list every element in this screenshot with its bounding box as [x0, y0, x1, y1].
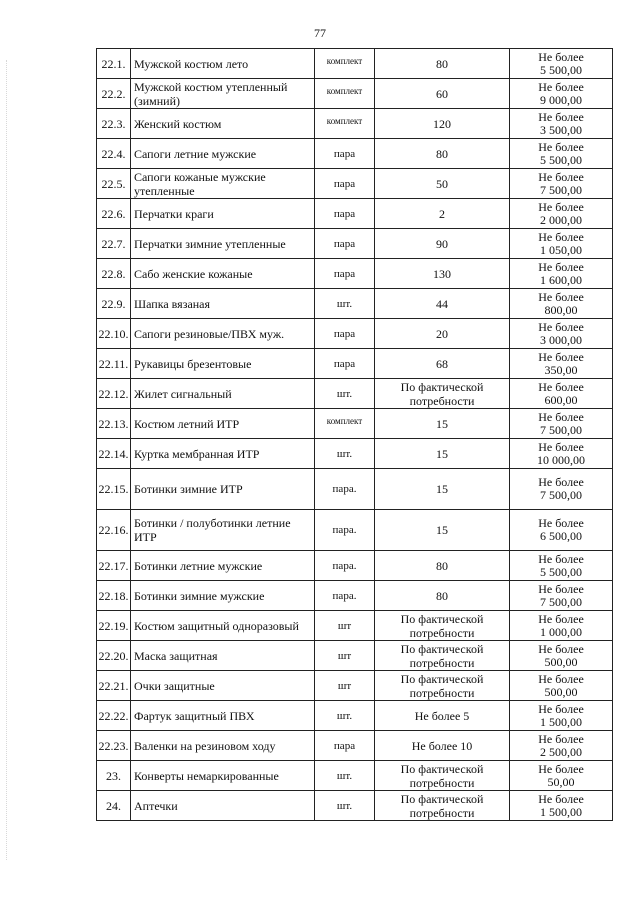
- price-prefix: Не более: [538, 139, 584, 154]
- table-row: [97, 319, 613, 349]
- item-number: 22.23.: [97, 731, 131, 761]
- price-value: 5 500,00: [540, 564, 582, 579]
- item-number: 22.13.: [97, 409, 131, 439]
- item-price: [510, 409, 613, 439]
- item-number: 22.5.: [97, 169, 131, 199]
- item-number: 22.16.: [97, 510, 131, 551]
- table-row: [97, 731, 613, 761]
- item-price: [510, 469, 613, 510]
- table-row: [97, 169, 613, 199]
- item-number: 22.21.: [97, 671, 131, 701]
- price-prefix: Не более: [538, 475, 584, 489]
- item-number: 22.10.: [97, 319, 131, 349]
- price-value: 1 500,00: [540, 714, 582, 729]
- table-row: [97, 510, 613, 551]
- item-price: [510, 379, 613, 409]
- item-quantity: Не более 5: [375, 701, 510, 731]
- price-value: 1 500,00: [540, 804, 582, 819]
- price-value: 7 500,00: [540, 422, 582, 437]
- item-unit: пара: [315, 229, 375, 259]
- price-value: 350,00: [544, 362, 578, 377]
- item-quantity: 20: [375, 319, 510, 349]
- item-quantity: По фактической потребности: [375, 791, 510, 821]
- item-unit: пара.: [315, 551, 375, 581]
- item-price: [510, 259, 613, 289]
- price-prefix: Не более: [538, 761, 584, 776]
- item-quantity: 80: [375, 581, 510, 611]
- table-row: [97, 671, 613, 701]
- table-row: [97, 761, 613, 791]
- price-value: 3 500,00: [540, 122, 582, 137]
- table-row: [97, 349, 613, 379]
- item-name: Сабо женские кожаные: [131, 259, 315, 289]
- item-unit: шт.: [315, 761, 375, 791]
- price-value: 3 000,00: [540, 332, 582, 347]
- item-name: Сапоги летние мужские: [131, 139, 315, 169]
- table-row: [97, 379, 613, 409]
- table-row: [97, 791, 613, 821]
- item-number: 22.15.: [97, 469, 131, 510]
- item-price: [510, 199, 613, 229]
- item-price: [510, 701, 613, 731]
- item-price: [510, 671, 613, 701]
- item-quantity: 68: [375, 349, 510, 379]
- item-quantity: 2: [375, 199, 510, 229]
- item-quantity: 15: [375, 469, 510, 510]
- item-name: Аптечки: [131, 791, 315, 821]
- item-price: [510, 551, 613, 581]
- item-unit: шт.: [315, 379, 375, 409]
- price-prefix: Не более: [538, 611, 584, 626]
- item-quantity: 44: [375, 289, 510, 319]
- price-prefix: Не более: [538, 731, 584, 746]
- item-quantity: 15: [375, 510, 510, 551]
- price-prefix: Не более: [538, 229, 584, 244]
- item-name: Очки защитные: [131, 671, 315, 701]
- price-prefix: Не более: [538, 379, 584, 394]
- item-name: Перчатки краги: [131, 199, 315, 229]
- item-quantity: 15: [375, 409, 510, 439]
- item-name: Ботинки / полуботинки летние ИТР: [131, 510, 315, 551]
- item-price: [510, 349, 613, 379]
- price-value: 600,00: [544, 392, 578, 407]
- item-name: Сапоги резиновые/ПВХ муж.: [131, 319, 315, 349]
- price-value: 2 000,00: [540, 212, 582, 227]
- item-quantity: 60: [375, 79, 510, 109]
- table-row: [97, 409, 613, 439]
- item-number: 22.17.: [97, 551, 131, 581]
- item-price: [510, 229, 613, 259]
- item-price: [510, 109, 613, 139]
- table-row: [97, 139, 613, 169]
- table-row: [97, 581, 613, 611]
- table-row: [97, 199, 613, 229]
- item-unit: пара: [315, 199, 375, 229]
- item-number: 22.22.: [97, 701, 131, 731]
- item-quantity: 80: [375, 139, 510, 169]
- items-table: [96, 48, 613, 821]
- item-number: 22.6.: [97, 199, 131, 229]
- table-row: [97, 611, 613, 641]
- item-quantity: 120: [375, 109, 510, 139]
- item-unit: пара.: [315, 581, 375, 611]
- item-number: 22.1.: [97, 49, 131, 79]
- price-prefix: Не более: [538, 701, 584, 716]
- price-prefix: Не более: [538, 289, 584, 304]
- item-name: Сапоги кожаные мужские утепленные: [131, 169, 315, 199]
- table-row: [97, 229, 613, 259]
- item-quantity: 80: [375, 551, 510, 581]
- item-name: Ботинки летние мужские: [131, 551, 315, 581]
- item-name: Костюм летний ИТР: [131, 409, 315, 439]
- item-number: 22.7.: [97, 229, 131, 259]
- price-value: 5 500,00: [540, 152, 582, 167]
- table-row: [97, 49, 613, 79]
- item-number: 22.18.: [97, 581, 131, 611]
- price-value: 1 000,00: [540, 624, 582, 639]
- item-price: [510, 289, 613, 319]
- item-unit: шт: [315, 611, 375, 641]
- table-row: [97, 701, 613, 731]
- item-unit: пара: [315, 731, 375, 761]
- item-name: Маска защитная: [131, 641, 315, 671]
- item-name: Мужской костюм лето: [131, 49, 315, 79]
- item-name: Женский костюм: [131, 109, 315, 139]
- item-number: 22.20.: [97, 641, 131, 671]
- scan-edge-marks: [6, 60, 8, 860]
- price-prefix: Не более: [538, 199, 584, 214]
- item-quantity: 130: [375, 259, 510, 289]
- item-number: 22.3.: [97, 109, 131, 139]
- price-value: 7 500,00: [540, 594, 582, 609]
- item-number: 22.8.: [97, 259, 131, 289]
- item-price: [510, 731, 613, 761]
- item-price: [510, 761, 613, 791]
- item-name: Ботинки зимние мужские: [131, 581, 315, 611]
- item-quantity: Не более 10: [375, 731, 510, 761]
- item-number: 23.: [97, 761, 131, 791]
- item-name: Валенки на резиновом ходу: [131, 731, 315, 761]
- price-value: 2 500,00: [540, 744, 582, 759]
- page-number: 77: [314, 26, 326, 40]
- item-name: Ботинки зимние ИТР: [131, 469, 315, 510]
- item-price: [510, 510, 613, 551]
- price-prefix: Не более: [538, 169, 584, 184]
- price-prefix: Не более: [538, 349, 584, 364]
- item-quantity: 50: [375, 169, 510, 199]
- price-prefix: Не более: [538, 791, 584, 806]
- item-price: [510, 169, 613, 199]
- price-prefix: Не более: [538, 581, 584, 596]
- item-name: Жилет сигнальный: [131, 379, 315, 409]
- price-prefix: Не более: [538, 259, 584, 274]
- item-price: [510, 139, 613, 169]
- price-value: 9 000,00: [540, 92, 582, 107]
- item-unit: комплект: [315, 109, 375, 139]
- item-number: 22.14.: [97, 439, 131, 469]
- item-unit: комплект: [315, 79, 375, 109]
- table-row: [97, 439, 613, 469]
- item-price: [510, 791, 613, 821]
- item-unit: шт.: [315, 289, 375, 319]
- item-number: 24.: [97, 791, 131, 821]
- item-unit: шт: [315, 671, 375, 701]
- item-unit: комплект: [315, 49, 375, 79]
- item-name: Фартук защитный ПВХ: [131, 701, 315, 731]
- price-prefix: Не более: [538, 641, 584, 656]
- item-unit: пара: [315, 169, 375, 199]
- item-unit: комплект: [315, 409, 375, 439]
- price-value: 800,00: [544, 302, 578, 317]
- item-name: Конверты немаркированные: [131, 761, 315, 791]
- price-value: 7 500,00: [540, 182, 582, 197]
- table-row: [97, 641, 613, 671]
- item-name: Рукавицы брезентовые: [131, 349, 315, 379]
- item-quantity: По фактической потребности: [375, 379, 510, 409]
- item-number: 22.9.: [97, 289, 131, 319]
- items-table-body: [97, 49, 613, 821]
- item-quantity: 80: [375, 49, 510, 79]
- item-quantity: По фактической потребности: [375, 611, 510, 641]
- price-prefix: Не более: [538, 79, 584, 94]
- item-name: Перчатки зимние утепленные: [131, 229, 315, 259]
- item-quantity: По фактической потребности: [375, 761, 510, 791]
- price-prefix: Не более: [538, 551, 584, 566]
- table-row: [97, 79, 613, 109]
- price-prefix: Не более: [538, 671, 584, 686]
- price-value: 1 600,00: [540, 272, 582, 287]
- item-price: [510, 439, 613, 469]
- item-price: [510, 319, 613, 349]
- item-unit: шт: [315, 641, 375, 671]
- item-unit: пара: [315, 349, 375, 379]
- item-quantity: 15: [375, 439, 510, 469]
- item-unit: пара.: [315, 469, 375, 510]
- table-row: [97, 259, 613, 289]
- item-unit: шт.: [315, 701, 375, 731]
- price-value: 500,00: [544, 654, 578, 669]
- table-row: [97, 469, 613, 510]
- price-prefix: Не более: [538, 409, 584, 424]
- item-number: 22.19.: [97, 611, 131, 641]
- item-unit: пара: [315, 259, 375, 289]
- price-prefix: Не более: [538, 49, 584, 64]
- item-name: Куртка мембранная ИТР: [131, 439, 315, 469]
- item-price: [510, 581, 613, 611]
- price-value: 500,00: [544, 684, 578, 699]
- item-unit: пара: [315, 319, 375, 349]
- item-unit: шт.: [315, 791, 375, 821]
- item-price: [510, 49, 613, 79]
- item-unit: пара.: [315, 510, 375, 551]
- price-value: 6 500,00: [540, 529, 582, 543]
- table-row: [97, 289, 613, 319]
- item-name: Костюм защитный одноразовый: [131, 611, 315, 641]
- price-value: 10 000,00: [537, 452, 585, 467]
- price-value: 50,00: [547, 774, 575, 789]
- item-price: [510, 79, 613, 109]
- price-prefix: Не более: [538, 516, 584, 530]
- item-quantity: По фактической потребности: [375, 641, 510, 671]
- item-quantity: 90: [375, 229, 510, 259]
- price-prefix: Не более: [538, 319, 584, 334]
- item-name: Шапка вязаная: [131, 289, 315, 319]
- table-row: [97, 109, 613, 139]
- price-value: 1 050,00: [540, 242, 582, 257]
- item-name: Мужской костюм утепленный (зимний): [131, 79, 315, 109]
- item-price: [510, 611, 613, 641]
- item-number: 22.2.: [97, 79, 131, 109]
- item-number: 22.11.: [97, 349, 131, 379]
- item-number: 22.4.: [97, 139, 131, 169]
- item-price: [510, 641, 613, 671]
- item-quantity: По фактической потребности: [375, 671, 510, 701]
- price-prefix: Не более: [538, 109, 584, 124]
- item-unit: шт.: [315, 439, 375, 469]
- table-row: [97, 551, 613, 581]
- price-value: 5 500,00: [540, 62, 582, 77]
- price-prefix: Не более: [538, 439, 584, 454]
- item-number: 22.12.: [97, 379, 131, 409]
- price-value: 7 500,00: [540, 488, 582, 502]
- item-unit: пара: [315, 139, 375, 169]
